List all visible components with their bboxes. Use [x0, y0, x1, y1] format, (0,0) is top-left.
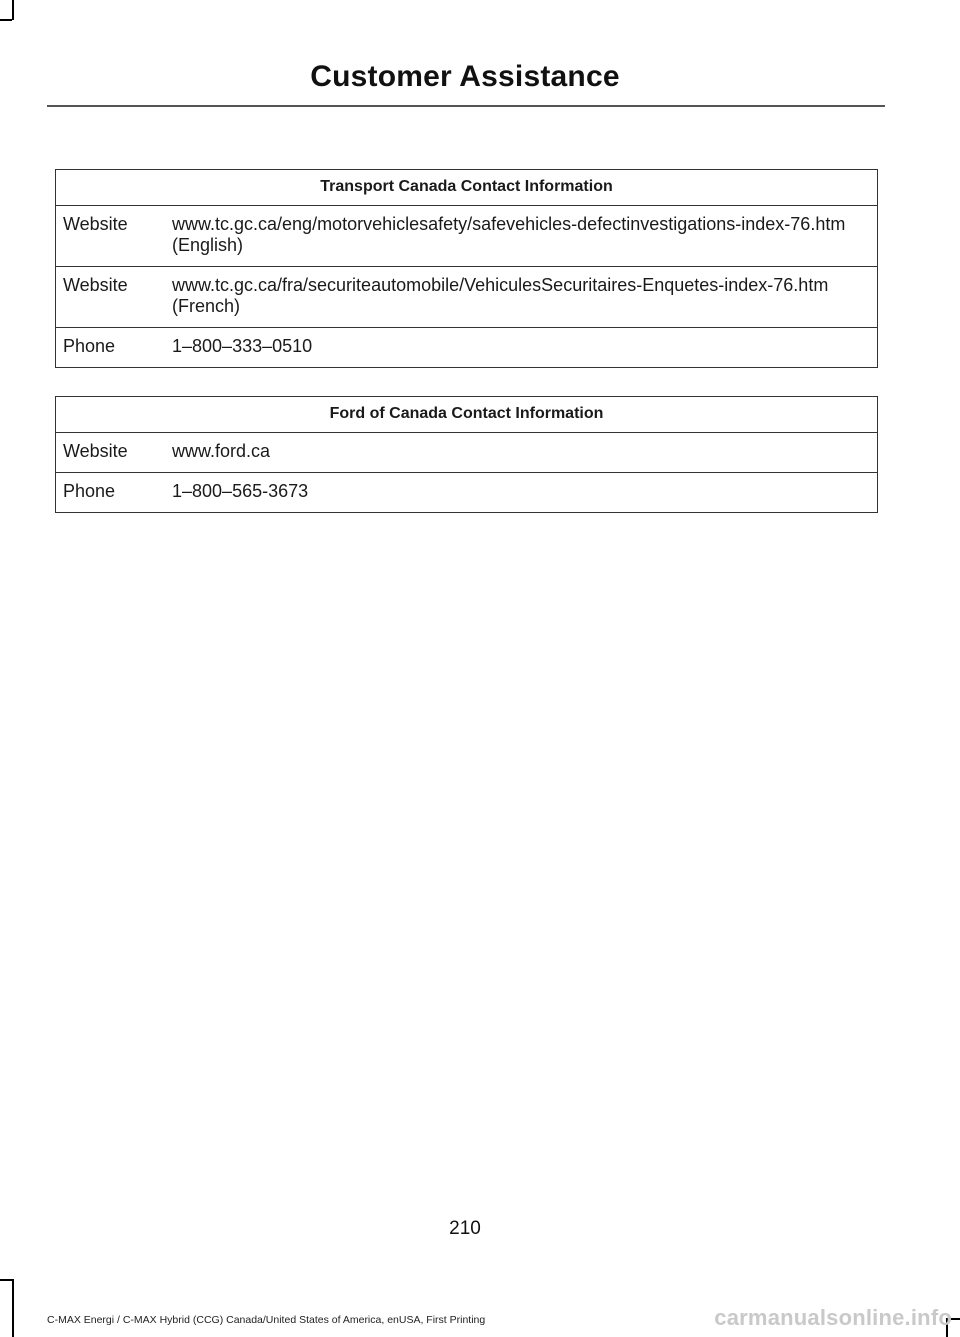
row-label: Phone: [56, 328, 167, 368]
header-divider: [47, 105, 885, 107]
row-value-phone: 1–800–333–0510: [166, 328, 878, 368]
crop-mark: [0, 1279, 12, 1281]
crop-mark: [12, 1279, 14, 1337]
table-row: [56, 328, 878, 368]
row-label: Phone: [56, 473, 167, 513]
row-value-website-french: www.tc.gc.ca/fra/securiteautomobile/VehiculesSecuritaires-Enquetes-index-76.htm (French): [166, 267, 878, 328]
ford-canada-contact-table: [55, 396, 878, 513]
watermark: carmanualsonline.info: [714, 1305, 952, 1330]
table-title: Ford of Canada Contact Information: [56, 397, 878, 433]
row-label: Website: [56, 206, 167, 267]
row-value-phone: 1–800–565-3673: [166, 473, 878, 513]
crop-mark: [0, 19, 12, 21]
row-label: Website: [56, 267, 167, 328]
row-label: Website: [56, 433, 167, 473]
page-title: Customer Assistance: [310, 60, 620, 93]
publication-footer: C-MAX Energi / C-MAX Hybrid (CCG) Canada/United States of America, enUSA, First Printing: [47, 1314, 486, 1326]
table-row: [56, 433, 878, 473]
table-row: [56, 267, 878, 328]
page-number: 210: [449, 1218, 481, 1239]
row-value-website-english: www.tc.gc.ca/eng/motorvehiclesafety/safevehicles-defectinvestigations-index-76.htm (English): [166, 206, 878, 267]
table-row: [56, 206, 878, 267]
crop-mark: [12, 0, 14, 20]
transport-canada-contact-table: [55, 169, 878, 368]
table-title: Transport Canada Contact Information: [56, 170, 878, 206]
table-row: [56, 473, 878, 513]
row-value-website: www.ford.ca: [166, 433, 878, 473]
